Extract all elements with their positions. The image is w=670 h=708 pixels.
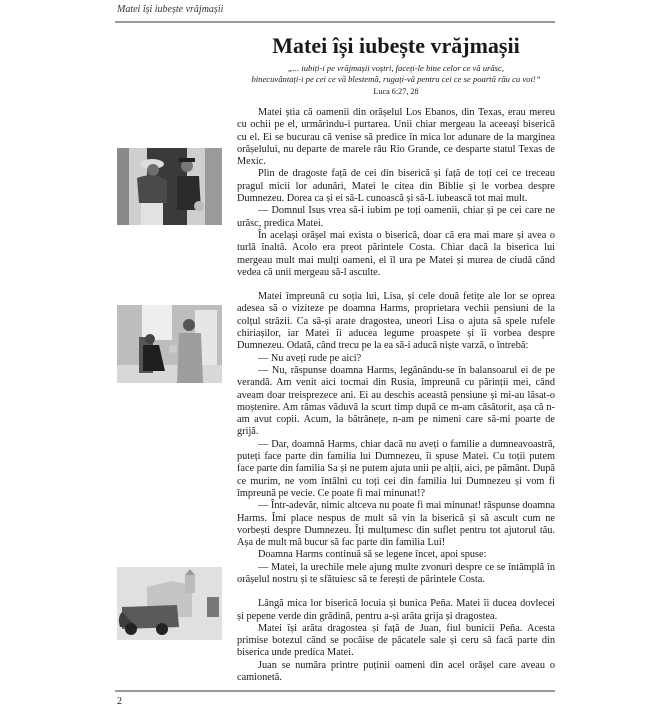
running-head: Matei își iubește vrăjmașii — [117, 4, 224, 15]
paragraph: — Într-adevăr, nimic altceva nu poate fi mai minunat! răspunse doamna Harms. Îmi place nespus de mult să vin la biserică și să ascult cum ne vorbești despre Dumnezeu. Îți mulțumesc din suflet pentru tot ajutorul tău. Așa de mult mă bucur să fac parte din familia Lui! — [237, 500, 555, 549]
epigraph-reference: Luca 6:27, 28 — [373, 87, 419, 96]
paragraph: Matei știa că oamenii din orășelul Los Ebanos, din Texas, erau mereu cu ochii pe el, urmărindu-i purtarea. Unii chiar mergeau la aceeași biserică cu el. Ei se bucurau că venise să predice în mica lor adunare de la marginea orășelului, nu departe de marele râu Rio Grande, ce desparte statul Texas de Mexic. — [237, 107, 555, 168]
paragraph: Doamna Harms continuă să se legene încet, apoi spuse: — [258, 549, 487, 561]
section-2 — [237, 291, 555, 586]
paragraph: — Domnul Isus vrea să-i iubim pe toți oamenii, chiar și pe cei care ne urăsc, predica Matei. — [237, 205, 555, 229]
epigraph-line: „... iubiți-i pe vrăjmașii voștri, faceți-le bine celor ce vă urăsc, — [288, 63, 504, 73]
paragraph: Juan se număra printre puținii oameni din acel orășel care aveau o camionetă. — [237, 659, 555, 684]
page-title: Matei își iubește vrăjmașii — [272, 33, 520, 58]
header-rule — [115, 21, 555, 23]
paragraph: În același orășel mai exista o biserică, doar că era mai mare și avea o turlă înaltă. Acolo era preot părintele Costa. Chiar dacă la biserica lui mergeau mult mai mulți oameni, el îl ura pe Matei și murea de ciudă când vedea că unii mergeau să-l asculte. — [237, 229, 555, 278]
paragraph: — Dar, doamnă Harms, chiar dacă nu aveți o familie a dumneavoastră, puteți face parte din familia lui Dumnezeu, îi spuse Matei. Cu toții putem face parte din familia Sa și ne putem ajuta unii pe alții, aici, pe pământ. După ce murim, ne vom întâlni cu toți cei din familia lui Dumnezeu și vom fi împreună pe vecie. Ce poate fi mai minunat!? — [237, 438, 555, 499]
illustration-church-truck — [117, 567, 222, 640]
text-column — [117, 32, 555, 708]
paragraph: Matei împreună cu soția lui, Lisa, și cele două fetițe ale lor se oprea adesea să o viziteze pe doamna Harms, proprietara vechii pensiuni de la colțul străzii. Ca să-și arate dragostea, uneori Lisa o ajuta să spele rufele chiriașilor, iar Matei îi aducea legume proaspete și îi vorbea despre Dumnezeu. Odată, când trecu pe la ea să-i aducă niște varză, o întrebă: — [237, 291, 555, 352]
paragraph: Matei își arăta dragostea și față de Juan, fiul bunicii Peña. Acesta primise botezul când se pocăise de păcatele sale și ceru să facă parte din biserica unde predica Matei. — [237, 622, 555, 659]
illustration-handshake — [117, 148, 222, 225]
section-3 — [237, 598, 555, 684]
epigraph — [177, 63, 615, 85]
footer-rule — [115, 690, 555, 692]
paragraph: Lângă mica lor biserică locuia și bunica Peña. Matei îi ducea dovlecei și pepene verde din grădină, pentru a-și arăta grija și dragostea. — [237, 598, 555, 622]
section-1 — [237, 107, 555, 279]
paragraph: — Nu aveți rude pe aici? — [258, 352, 362, 364]
paragraph: — Nu, răspunse doamna Harms, legănându-se în balansoarul ei de pe verandă. Am venit aici tocmai din Rusia, împreună cu părinții mei, când aveam doar treisprezece ani. Ei au deschis această pensiune și mi-au lăsat-o moștenire. Am rămas văduvă la scurt timp după ce m-am căsătorit, așa că n-am avut copii. Acum, la bătrânețe, n-am pe nimeni care să-mi poarte de grijă. — [237, 364, 555, 438]
page-number: 2 — [117, 695, 122, 707]
footer — [115, 690, 555, 708]
paragraph: Plin de dragoste față de cei din biserică și față de toți cei ce treceau pragul micii lor adunări, Matei le citea din Biblie și le vorbea despre Dumnezeu. Dorea ca și ei să-L cunoască și să-L iubească tot mai mult. — [237, 168, 555, 205]
illustration-rocking-chair — [117, 305, 222, 383]
paragraph: — Matei, la urechile mele ajung multe zvonuri despre ce se întâmplă în orășelul nostru și te sfătuiesc să te ferești de părintele Costa. — [237, 561, 555, 585]
epigraph-line: binecuvântați-i pe cei ce vă blestemă, rugați-vă pentru cei ce se poartă rău cu voi!” — [251, 74, 541, 84]
